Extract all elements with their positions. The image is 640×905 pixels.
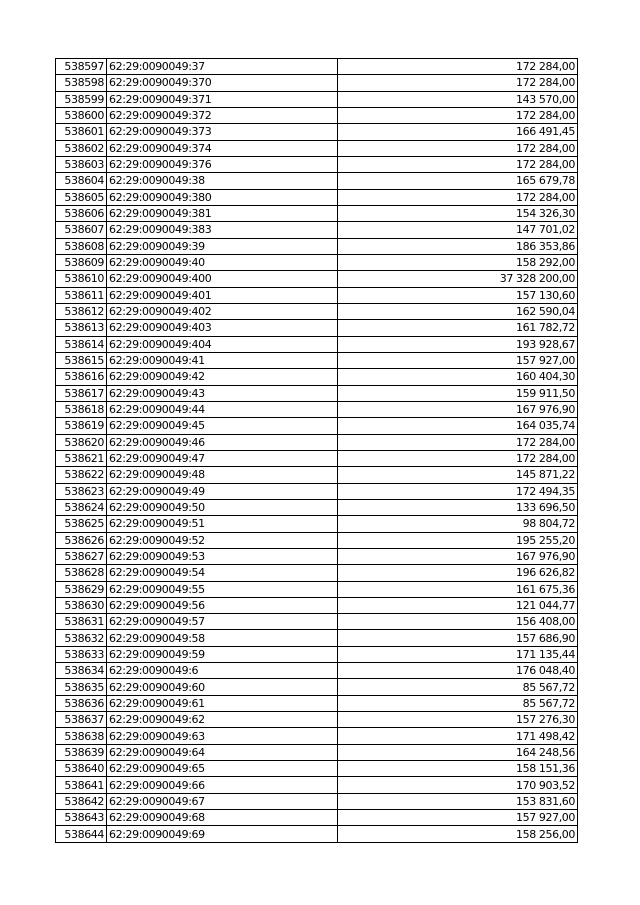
table-row [56,271,578,287]
cadastral-number-cell: 62:29:0090049:45 [107,418,338,434]
amount-cell: 171 135,44 [338,646,578,662]
cadastral-number-cell: 62:29:0090049:404 [107,336,338,352]
cadastral-number-cell: 62:29:0090049:59 [107,646,338,662]
row-id-cell: 538624 [56,499,107,515]
row-id-cell: 538642 [56,793,107,809]
amount-cell: 172 284,00 [338,434,578,450]
amount-cell: 172 284,00 [338,189,578,205]
table-row [56,810,578,826]
row-id-cell: 538634 [56,663,107,679]
table-row [56,287,578,303]
cadastral-number-cell: 62:29:0090049:6 [107,663,338,679]
amount-cell: 85 567,72 [338,695,578,711]
cadastral-number-cell: 62:29:0090049:66 [107,777,338,793]
table-row [56,59,578,75]
table-body [56,59,578,843]
amount-cell: 98 804,72 [338,516,578,532]
cadastral-number-cell: 62:29:0090049:43 [107,385,338,401]
amount-cell: 164 248,56 [338,744,578,760]
table-row [56,124,578,140]
row-id-cell: 538619 [56,418,107,434]
amount-cell: 158 292,00 [338,254,578,270]
table-row [56,320,578,336]
amount-cell: 193 928,67 [338,336,578,352]
table-row [56,434,578,450]
row-id-cell: 538640 [56,761,107,777]
cadastral-number-cell: 62:29:0090049:401 [107,287,338,303]
amount-cell: 37 328 200,00 [338,271,578,287]
cadastral-number-cell: 62:29:0090049:49 [107,483,338,499]
amount-cell: 162 590,04 [338,303,578,319]
cadastral-number-cell: 62:29:0090049:68 [107,810,338,826]
amount-cell: 156 408,00 [338,614,578,630]
table-row [56,369,578,385]
row-id-cell: 538618 [56,401,107,417]
cadastral-number-cell: 62:29:0090049:38 [107,173,338,189]
row-id-cell: 538609 [56,254,107,270]
row-id-cell: 538641 [56,777,107,793]
amount-cell: 157 927,00 [338,810,578,826]
row-id-cell: 538608 [56,238,107,254]
row-id-cell: 538605 [56,189,107,205]
table-row [56,581,578,597]
row-id-cell: 538633 [56,646,107,662]
amount-cell: 172 284,00 [338,156,578,172]
row-id-cell: 538603 [56,156,107,172]
cadastral-number-cell: 62:29:0090049:372 [107,107,338,123]
cadastral-number-cell: 62:29:0090049:65 [107,761,338,777]
table-row [56,516,578,532]
cadastral-number-cell: 62:29:0090049:403 [107,320,338,336]
cadastral-number-cell: 62:29:0090049:55 [107,581,338,597]
row-id-cell: 538625 [56,516,107,532]
cadastral-number-cell: 62:29:0090049:47 [107,450,338,466]
cadastral-number-cell: 62:29:0090049:52 [107,532,338,548]
amount-cell: 172 494,35 [338,483,578,499]
cadastral-number-cell: 62:29:0090049:61 [107,695,338,711]
cadastral-number-cell: 62:29:0090049:54 [107,565,338,581]
table-row [56,793,578,809]
cadastral-number-cell: 62:29:0090049:400 [107,271,338,287]
amount-cell: 157 686,90 [338,630,578,646]
amount-cell: 159 911,50 [338,385,578,401]
amount-cell: 157 130,60 [338,287,578,303]
cadastral-number-cell: 62:29:0090049:40 [107,254,338,270]
row-id-cell: 538623 [56,483,107,499]
table-row [56,777,578,793]
table-row [56,418,578,434]
row-id-cell: 538607 [56,222,107,238]
row-id-cell: 538614 [56,336,107,352]
cadastral-number-cell: 62:29:0090049:41 [107,352,338,368]
row-id-cell: 538637 [56,712,107,728]
amount-cell: 147 701,02 [338,222,578,238]
row-id-cell: 538613 [56,320,107,336]
cadastral-number-cell: 62:29:0090049:380 [107,189,338,205]
row-id-cell: 538638 [56,728,107,744]
amount-cell: 160 404,30 [338,369,578,385]
row-id-cell: 538610 [56,271,107,287]
row-id-cell: 538599 [56,91,107,107]
amount-cell: 157 927,00 [338,352,578,368]
amount-cell: 153 831,60 [338,793,578,809]
amount-cell: 172 284,00 [338,140,578,156]
table-row [56,467,578,483]
row-id-cell: 538631 [56,614,107,630]
amount-cell: 85 567,72 [338,679,578,695]
table-row [56,679,578,695]
table-row [56,565,578,581]
cadastral-number-cell: 62:29:0090049:51 [107,516,338,532]
row-id-cell: 538616 [56,369,107,385]
table-row [56,238,578,254]
table-row [56,140,578,156]
table-row [56,483,578,499]
amount-cell: 133 696,50 [338,499,578,515]
amount-cell: 167 976,90 [338,548,578,564]
row-id-cell: 538604 [56,173,107,189]
table-row [56,826,578,842]
amount-cell: 158 256,00 [338,826,578,842]
amount-cell: 154 326,30 [338,205,578,221]
table-row [56,695,578,711]
cadastral-number-cell: 62:29:0090049:58 [107,630,338,646]
cadastral-number-cell: 62:29:0090049:57 [107,614,338,630]
amount-cell: 121 044,77 [338,597,578,613]
cadastral-number-cell: 62:29:0090049:53 [107,548,338,564]
table-row [56,254,578,270]
table-row [56,75,578,91]
amount-cell: 165 679,78 [338,173,578,189]
amount-cell: 171 498,42 [338,728,578,744]
amount-cell: 172 284,00 [338,75,578,91]
row-id-cell: 538612 [56,303,107,319]
amount-cell: 172 284,00 [338,59,578,75]
cadastral-number-cell: 62:29:0090049:37 [107,59,338,75]
table-row [56,107,578,123]
row-id-cell: 538601 [56,124,107,140]
table-row [56,532,578,548]
cadastral-number-cell: 62:29:0090049:42 [107,369,338,385]
row-id-cell: 538635 [56,679,107,695]
table-row [56,385,578,401]
table-row [56,630,578,646]
row-id-cell: 538627 [56,548,107,564]
row-id-cell: 538639 [56,744,107,760]
amount-cell: 166 491,45 [338,124,578,140]
table-row [56,173,578,189]
table-row [56,156,578,172]
table-row [56,303,578,319]
row-id-cell: 538615 [56,352,107,368]
cadastral-number-cell: 62:29:0090049:48 [107,467,338,483]
cadastral-value-table [55,58,578,843]
cadastral-number-cell: 62:29:0090049:63 [107,728,338,744]
row-id-cell: 538617 [56,385,107,401]
amount-cell: 145 871,22 [338,467,578,483]
cadastral-number-cell: 62:29:0090049:376 [107,156,338,172]
amount-cell: 196 626,82 [338,565,578,581]
row-id-cell: 538622 [56,467,107,483]
row-id-cell: 538602 [56,140,107,156]
row-id-cell: 538644 [56,826,107,842]
amount-cell: 161 782,72 [338,320,578,336]
row-id-cell: 538628 [56,565,107,581]
table-row [56,352,578,368]
amount-cell: 157 276,30 [338,712,578,728]
cadastral-number-cell: 62:29:0090049:56 [107,597,338,613]
amount-cell: 143 570,00 [338,91,578,107]
cadastral-number-cell: 62:29:0090049:62 [107,712,338,728]
row-id-cell: 538600 [56,107,107,123]
amount-cell: 172 284,00 [338,450,578,466]
amount-cell: 186 353,86 [338,238,578,254]
row-id-cell: 538620 [56,434,107,450]
table-row [56,597,578,613]
cadastral-number-cell: 62:29:0090049:370 [107,75,338,91]
amount-cell: 172 284,00 [338,107,578,123]
table-row [56,744,578,760]
amount-cell: 195 255,20 [338,532,578,548]
cadastral-number-cell: 62:29:0090049:371 [107,91,338,107]
row-id-cell: 538626 [56,532,107,548]
cadastral-number-cell: 62:29:0090049:69 [107,826,338,842]
table-row [56,712,578,728]
cadastral-number-cell: 62:29:0090049:60 [107,679,338,695]
table-row [56,548,578,564]
table-row [56,222,578,238]
cadastral-number-cell: 62:29:0090049:374 [107,140,338,156]
table-row [56,189,578,205]
amount-cell: 164 035,74 [338,418,578,434]
cadastral-number-cell: 62:29:0090049:383 [107,222,338,238]
table-row [56,646,578,662]
table-row [56,761,578,777]
amount-cell: 158 151,36 [338,761,578,777]
row-id-cell: 538632 [56,630,107,646]
cadastral-number-cell: 62:29:0090049:381 [107,205,338,221]
table-row [56,499,578,515]
cadastral-number-cell: 62:29:0090049:373 [107,124,338,140]
table-row [56,205,578,221]
table-row [56,614,578,630]
cadastral-number-cell: 62:29:0090049:402 [107,303,338,319]
table-row [56,663,578,679]
row-id-cell: 538636 [56,695,107,711]
row-id-cell: 538629 [56,581,107,597]
table-row [56,728,578,744]
cadastral-number-cell: 62:29:0090049:39 [107,238,338,254]
amount-cell: 176 048,40 [338,663,578,679]
row-id-cell: 538621 [56,450,107,466]
table-row [56,450,578,466]
cadastral-number-cell: 62:29:0090049:64 [107,744,338,760]
row-id-cell: 538606 [56,205,107,221]
row-id-cell: 538643 [56,810,107,826]
cadastral-number-cell: 62:29:0090049:67 [107,793,338,809]
row-id-cell: 538611 [56,287,107,303]
row-id-cell: 538597 [56,59,107,75]
amount-cell: 161 675,36 [338,581,578,597]
row-id-cell: 538630 [56,597,107,613]
cadastral-number-cell: 62:29:0090049:46 [107,434,338,450]
table-row [56,401,578,417]
table-row [56,91,578,107]
amount-cell: 170 903,52 [338,777,578,793]
table-row [56,336,578,352]
cadastral-number-cell: 62:29:0090049:50 [107,499,338,515]
amount-cell: 167 976,90 [338,401,578,417]
cadastral-number-cell: 62:29:0090049:44 [107,401,338,417]
row-id-cell: 538598 [56,75,107,91]
